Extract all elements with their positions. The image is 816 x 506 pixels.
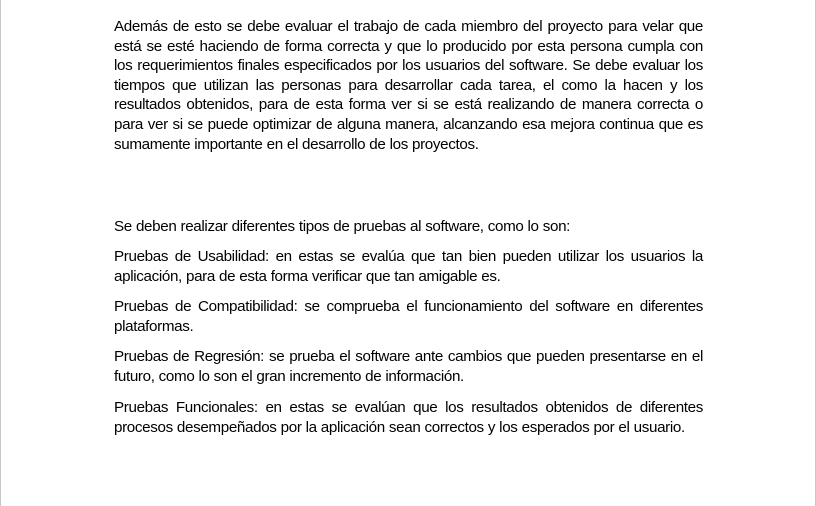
functional-tests-paragraph: Pruebas Funcionales: en estas se evalúan que los resultados obtenidos de diferentes procesos desempeñados por la aplicación sean correctos y los esperados por el usuario. <box>114 399 703 436</box>
regression-tests-paragraph: Pruebas de Regresión: se prueba el software ante cambios que pueden presentarse en el futuro, como lo son el gran incremento de información. <box>114 348 703 385</box>
usability-tests-paragraph: Pruebas de Usabilidad: en estas se evalúa que tan bien pueden utilizar los usuarios la aplicación, para de esta forma verificar que tan amigable es. <box>114 248 703 285</box>
tests-intro-paragraph: Se deben realizar diferentes tipos de pruebas al software, como lo son: <box>114 218 571 235</box>
evaluation-paragraph: Además de esto se debe evaluar el trabajo de cada miembro del proyecto para velar que está se esté haciendo de forma correcta y que lo producido por esta persona cumpla con los requerimientos finales especificados por los usuarios del software. Se debe evaluar los tiempos que utilizan las personas para desarrollar cada tarea, el como la hacen y los resultados obtenidos, para de esta forma ver si se está realizando de manera correcta o para ver si se puede optimizar de alguna manera, alcanzando esa mejora continua que es sumamente importante en el desarrollo de los proyectos. <box>114 18 703 153</box>
compatibility-tests-paragraph: Pruebas de Compatibilidad: se comprueba el funcionamiento del software en diferentes plataformas. <box>114 298 703 335</box>
